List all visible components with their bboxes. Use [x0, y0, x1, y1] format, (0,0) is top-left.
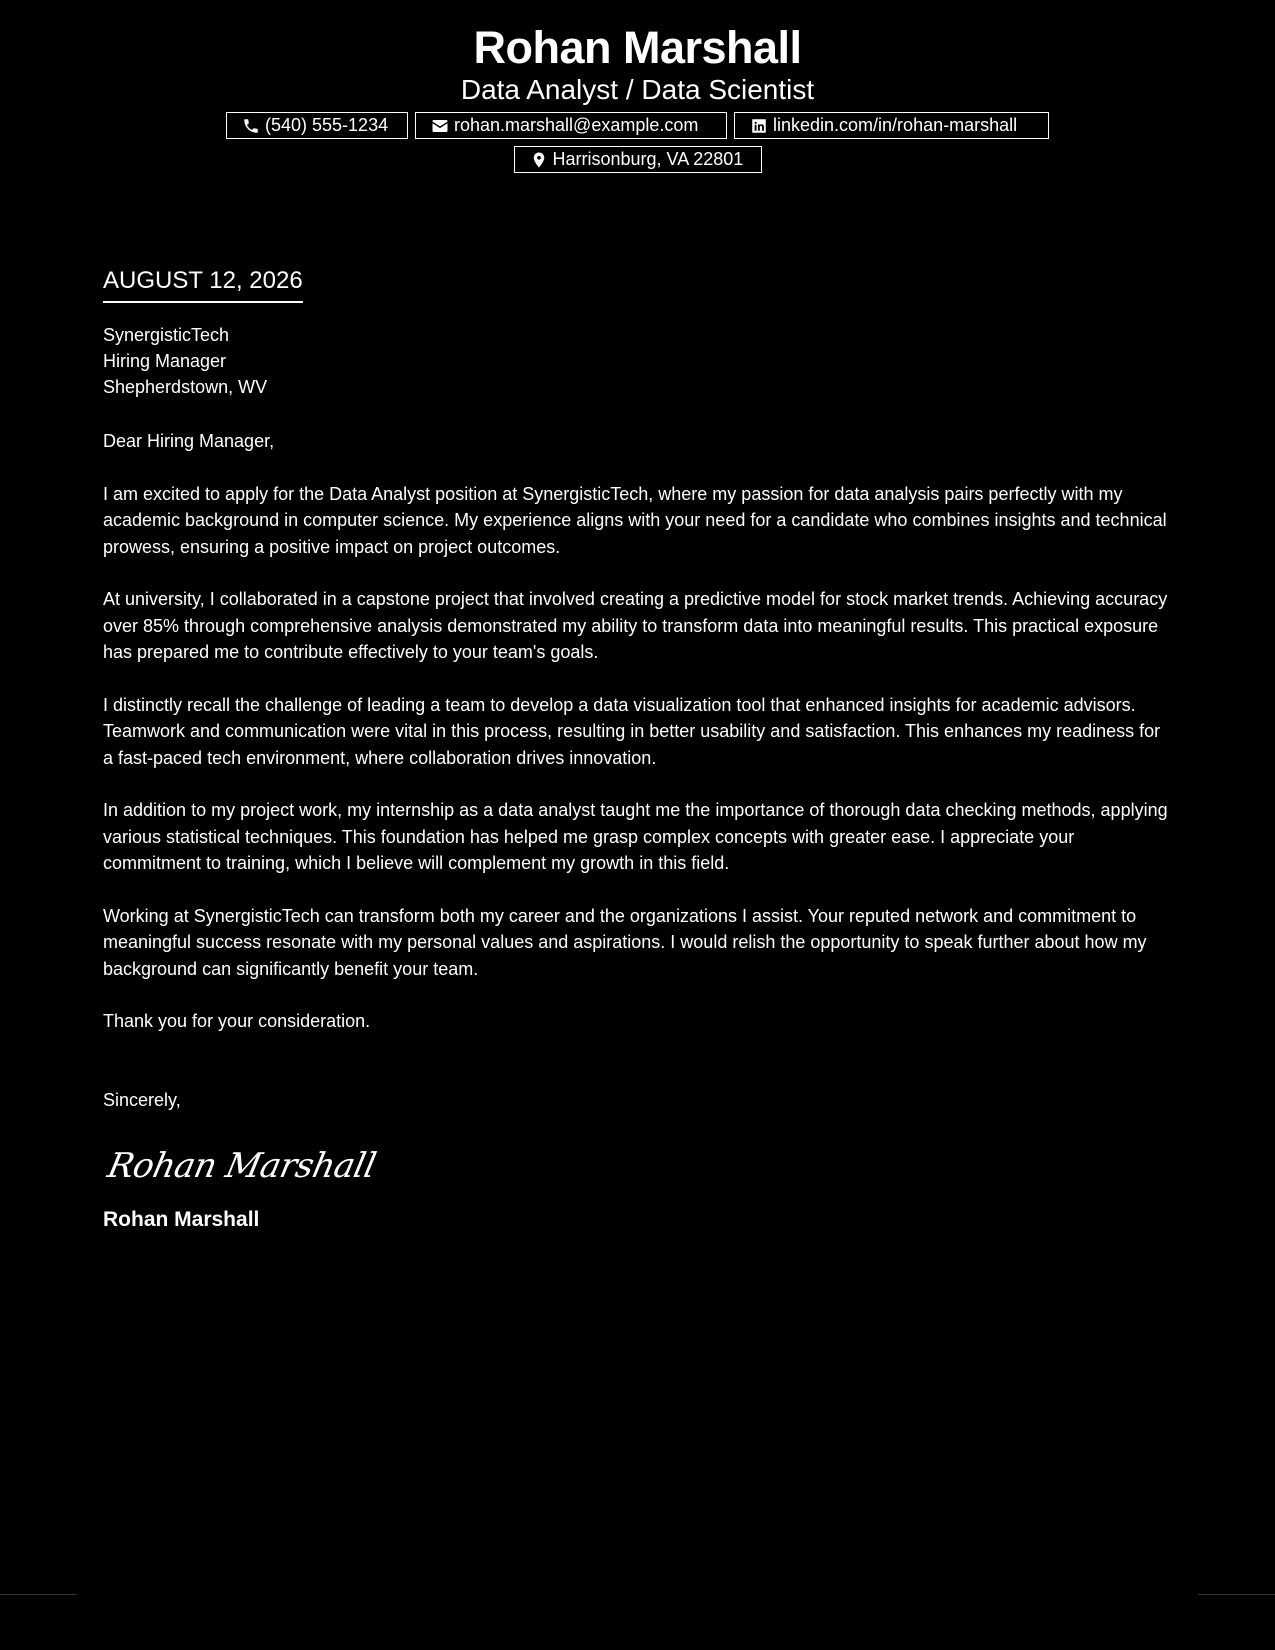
envelope-icon: [431, 117, 449, 135]
closing-line: Sincerely,: [103, 1089, 181, 1110]
letter-date: AUGUST 12, 2026: [103, 266, 303, 303]
linkedin-icon: [750, 117, 768, 135]
recipient-block: [103, 322, 1173, 400]
handwritten-signature: [103, 1135, 1173, 1195]
thank-you-line: Thank you for your consideration.: [103, 1011, 371, 1031]
phone-icon: [242, 117, 260, 135]
body-paragraph: At university, I collaborated in a capstone project that involved creating a predictive model for stock market trends. Achieving accuracy over 85% through comprehensive analysis demonstrated my ability to transform data into meaningful results. This practical exposure has prepared me to contribute effectively to your team's goals.: [103, 589, 1168, 662]
contact-row-primary: [0, 112, 1275, 139]
footer-divider-left: [0, 1594, 77, 1595]
body-paragraph: I am excited to apply for the Data Analyst position at SynergisticTech, where my passion for data analysis pairs perfectly with my academic background in computer science. My experience aligns with your need for a candidate who combines insights and technical prowess, ensuring a positive impact on project outcomes.: [103, 483, 1167, 557]
body-paragraph: I distinctly recall the challenge of leading a team to develop a data visualization tool that enhanced insights for academic advisors. Teamwork and communication were vital in this process, resulting in better usability and satisfaction. This enhances my readiness for a fast-paced tech environment, where collaboration drives innovation.: [103, 694, 1161, 768]
letter-header: [0, 22, 1275, 173]
linkedin-text: linkedin.com/in/rohan-marshall: [773, 115, 1018, 135]
recipient-title: Hiring Manager: [103, 351, 227, 371]
applicant-role: Data Analyst / Data Scientist: [460, 74, 815, 105]
recipient-location: Shepherdstown, WV: [103, 377, 268, 397]
email-text: rohan.marshall@example.com: [454, 115, 699, 135]
signature-graphic: [103, 1135, 383, 1195]
signer-name: Rohan Marshall: [103, 1208, 260, 1231]
svg-text:Rohan Marshall: Rohan Marshall: [104, 1146, 380, 1186]
recipient-company: SynergisticTech: [103, 325, 230, 345]
applicant-name: Rohan Marshall: [473, 22, 802, 73]
body-paragraph: Working at SynergisticTech can transform both my career and the organizations I assist. Your reputed network and commitment to meaningful success resonate with my personal values and aspirations. I would relish the opportunity to speak further about how my background can significantly benefit your team.: [103, 905, 1147, 979]
phone-contact[interactable]: [226, 112, 408, 139]
map-pin-icon: [530, 151, 548, 169]
salutation: Dear Hiring Manager,: [103, 431, 275, 451]
contact-row-secondary: [0, 146, 1275, 173]
body-paragraph: In addition to my project work, my internship as a data analyst taught me the importance of thorough data checking methods, applying various statistical techniques. This foundation has helped me grasp complex concepts with greater ease. I appreciate your commitment to training, which I believe will complement my growth in this field.: [103, 800, 1168, 873]
phone-text: (540) 555-1234: [265, 115, 389, 135]
email-contact[interactable]: [415, 112, 727, 139]
footer-divider-right: [1198, 1594, 1275, 1595]
location-text: Harrisonburg, VA 22801: [552, 149, 744, 169]
location-contact: [514, 146, 762, 173]
letter-body: [103, 266, 1173, 1234]
linkedin-contact[interactable]: [734, 112, 1049, 139]
